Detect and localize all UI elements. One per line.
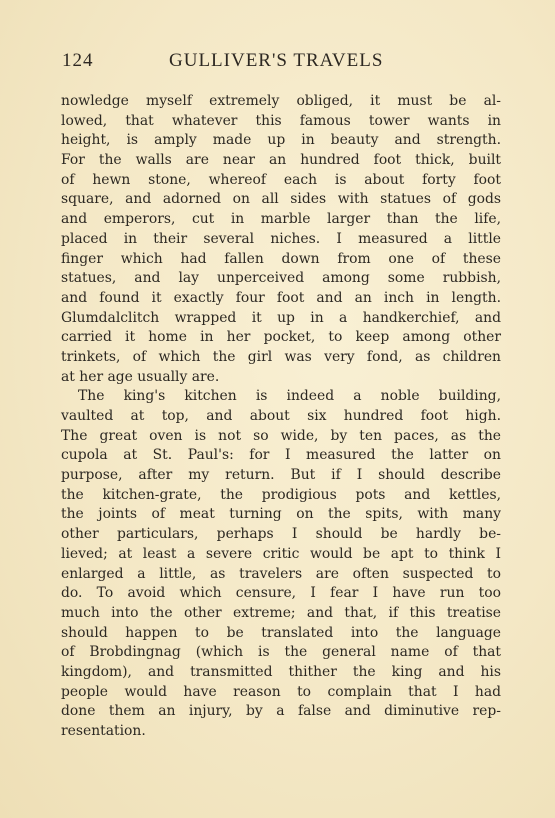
text-line: statues, and lay unperceived among some rubbish, [61,270,501,287]
running-head [62,50,502,78]
text-line: Glumdalclitch wrapped it up in a handkerchief, and [61,309,501,326]
paragraph-start-line: The king's kitchen is indeed a noble building, [78,388,501,405]
text-line: trinkets, of which the girl was very fond, as children [61,348,501,365]
text-line: of hewn stone, whereof each is about forty foot [61,171,501,188]
text-line: much into the other extreme; and that, if this treatise [61,604,501,621]
text-line: cupola at St. Paul's: for I measured the latter on [61,447,501,464]
text-line: should happen to be translated into the language [61,624,501,641]
text-line: For the walls are near an hundred foot thick, built [61,152,501,169]
book-title: GULLIVER'S TRAVELS [169,50,384,71]
text-line: lieved; at least a severe critic would be apt to think I [61,545,501,562]
text-line: the kitchen-grate, the prodigious pots and kettles, [61,486,501,503]
text-line: people would have reason to complain that I had [61,683,501,700]
text-line: placed in their several niches. I measured a little [61,230,501,247]
page-number: 124 [62,50,94,71]
text-line: finger which had fallen down from one of these [61,250,501,267]
text-line: enlarged a little, as travelers are often suspected to [61,565,501,582]
text-line: other particulars, perhaps I should be hardly be- [61,526,501,543]
text-line: height, is amply made up in beauty and strength. [61,132,501,149]
text-line: of Brobdingnag (which is the general name of that [61,644,501,661]
text-line: The great oven is not so wide, by ten paces, as the [61,427,501,444]
text-line: nowledge myself extremely obliged, it must be al- [61,93,501,109]
text-line: vaulted at top, and about six hundred foot high. [61,408,501,424]
text-line: kingdom), and transmitted thither the king and his [61,663,501,680]
paragraph-end-line: at her age usually are. [61,368,220,385]
text-line: do. To avoid which censure, I fear I have run too [61,585,501,602]
text-line: and emperors, cut in marble larger than the life, [61,211,501,228]
text-line: square, and adorned on all sides with statues of gods [61,191,501,208]
body-text [61,92,501,742]
text-line: the joints of meat turning on the spits, with many [61,506,501,523]
text-line: carried it home in her pocket, to keep among other [61,329,501,346]
paragraph-end-line: resentation. [61,723,146,739]
text-line: lowed, that whatever this famous tower wants in [61,112,501,129]
text-line: purpose, after my return. But if I should describe [61,467,501,484]
text-line: done them an injury, by a false and diminutive rep- [61,703,501,720]
text-line: and found it exactly four foot and an inch in length. [61,289,501,306]
